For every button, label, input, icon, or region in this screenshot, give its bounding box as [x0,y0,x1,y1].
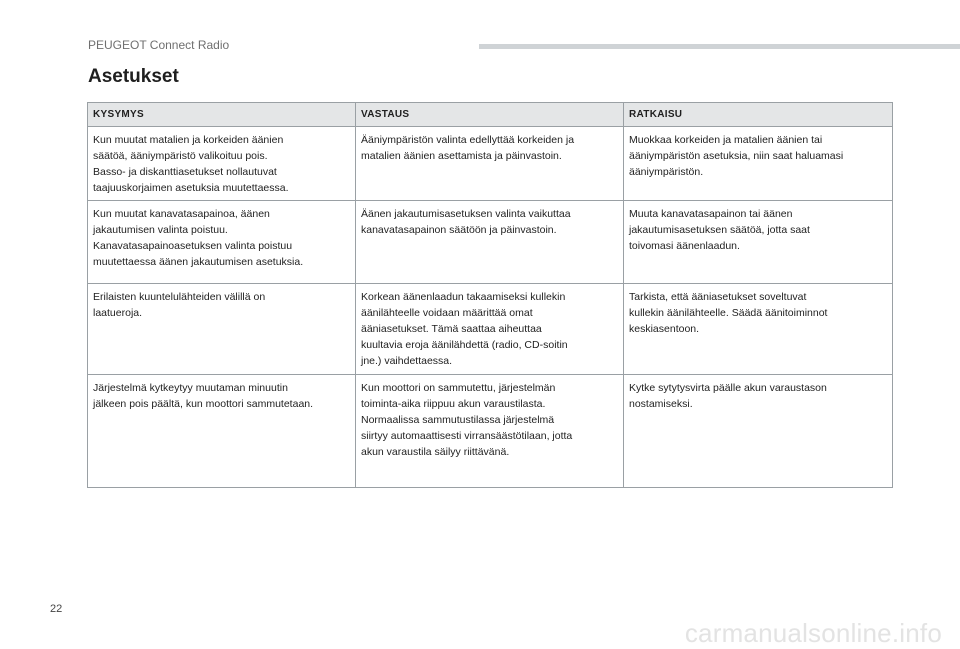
solution-text: Muokkaa korkeiden ja matalien äänien tai ääniympäristön asetuksia, niin saat haluamasi ääniympäristön. [629,134,844,178]
answer-cell [356,284,624,375]
answer-text: Korkean äänenlaadun takaamiseksi kullekin äänilähteelle voidaan määrittää omat ääniasetukset. Tämä saattaa aiheuttaa kuultavia eroja äänilähdettä (radio, CD-soitin jne.) vaihdettaessa. [361,291,568,367]
question-text: Erilaisten kuuntelulähteiden välillä on laatueroja. [93,291,266,319]
solution-cell [624,127,893,201]
question-text: Kun muutat kanavatasapainoa, äänen jakautumisen valinta poistuu. Kanavatasapainoasetuksen valinta poistuu muutettaessa äänen jakautumisen asetuksia. [93,208,304,268]
watermark: carmanualsonline.info [684,618,942,648]
column-header-solution: RATKAISU [624,103,893,127]
solution-text: Muuta kanavatasapainon tai äänen jakautumisasetuksen säätöä, jotta saat toivomasi äänenlaadun. [629,208,810,252]
solution-cell [624,201,893,284]
table-row [88,201,893,284]
answer-cell [356,375,624,488]
question-cell [88,201,356,284]
answer-cell [356,201,624,284]
solution-cell [624,375,893,488]
column-header-answer: VASTAUS [356,103,624,127]
solution-cell [624,284,893,375]
troubleshooting-table [87,102,893,488]
column-header-question: KYSYMYS [88,103,356,127]
table-row [88,375,893,488]
header-divider-bar [479,44,960,49]
page-title: Asetukset [88,66,179,87]
header-brand: PEUGEOT Connect Radio [88,38,230,52]
table-header-row [88,103,893,127]
solution-text: Tarkista, että ääniasetukset soveltuvat kullekin äänilähteelle. Säädä äänitoiminnot keskiasentoon. [629,291,828,335]
question-text: Järjestelmä kytkeytyy muutaman minuutin jälkeen pois päältä, kun moottori sammutetaan. [93,382,314,410]
solution-text: Kytke sytytysvirta päälle akun varaustason nostamiseksi. [629,382,827,410]
page-number: 22 [50,603,63,615]
answer-text: Äänen jakautumisasetuksen valinta vaikuttaa kanavatasapainon säätöön ja päinvastoin. [361,208,571,236]
question-text: Kun muutat matalien ja korkeiden äänien säätöä, ääniympäristö valikoituu pois. Basso- ja diskanttiasetukset nollautuvat taajuuskorjaimen asetuksia muutettaessa. [93,134,289,194]
table-row [88,127,893,201]
question-cell [88,127,356,201]
table-row [88,284,893,375]
question-cell [88,375,356,488]
question-cell [88,284,356,375]
answer-text: Ääniympäristön valinta edellyttää korkeiden ja matalien äänien asettamista ja päinvastoin. [361,134,575,162]
answer-cell [356,127,624,201]
answer-text: Kun moottori on sammutettu, järjestelmän toiminta-aika riippuu akun varaustilasta. Normaalissa sammutustilassa järjestelmä siirtyy automaattisesti virransäästötilaan, jotta akun varaustila säilyy riittävänä. [361,382,573,458]
